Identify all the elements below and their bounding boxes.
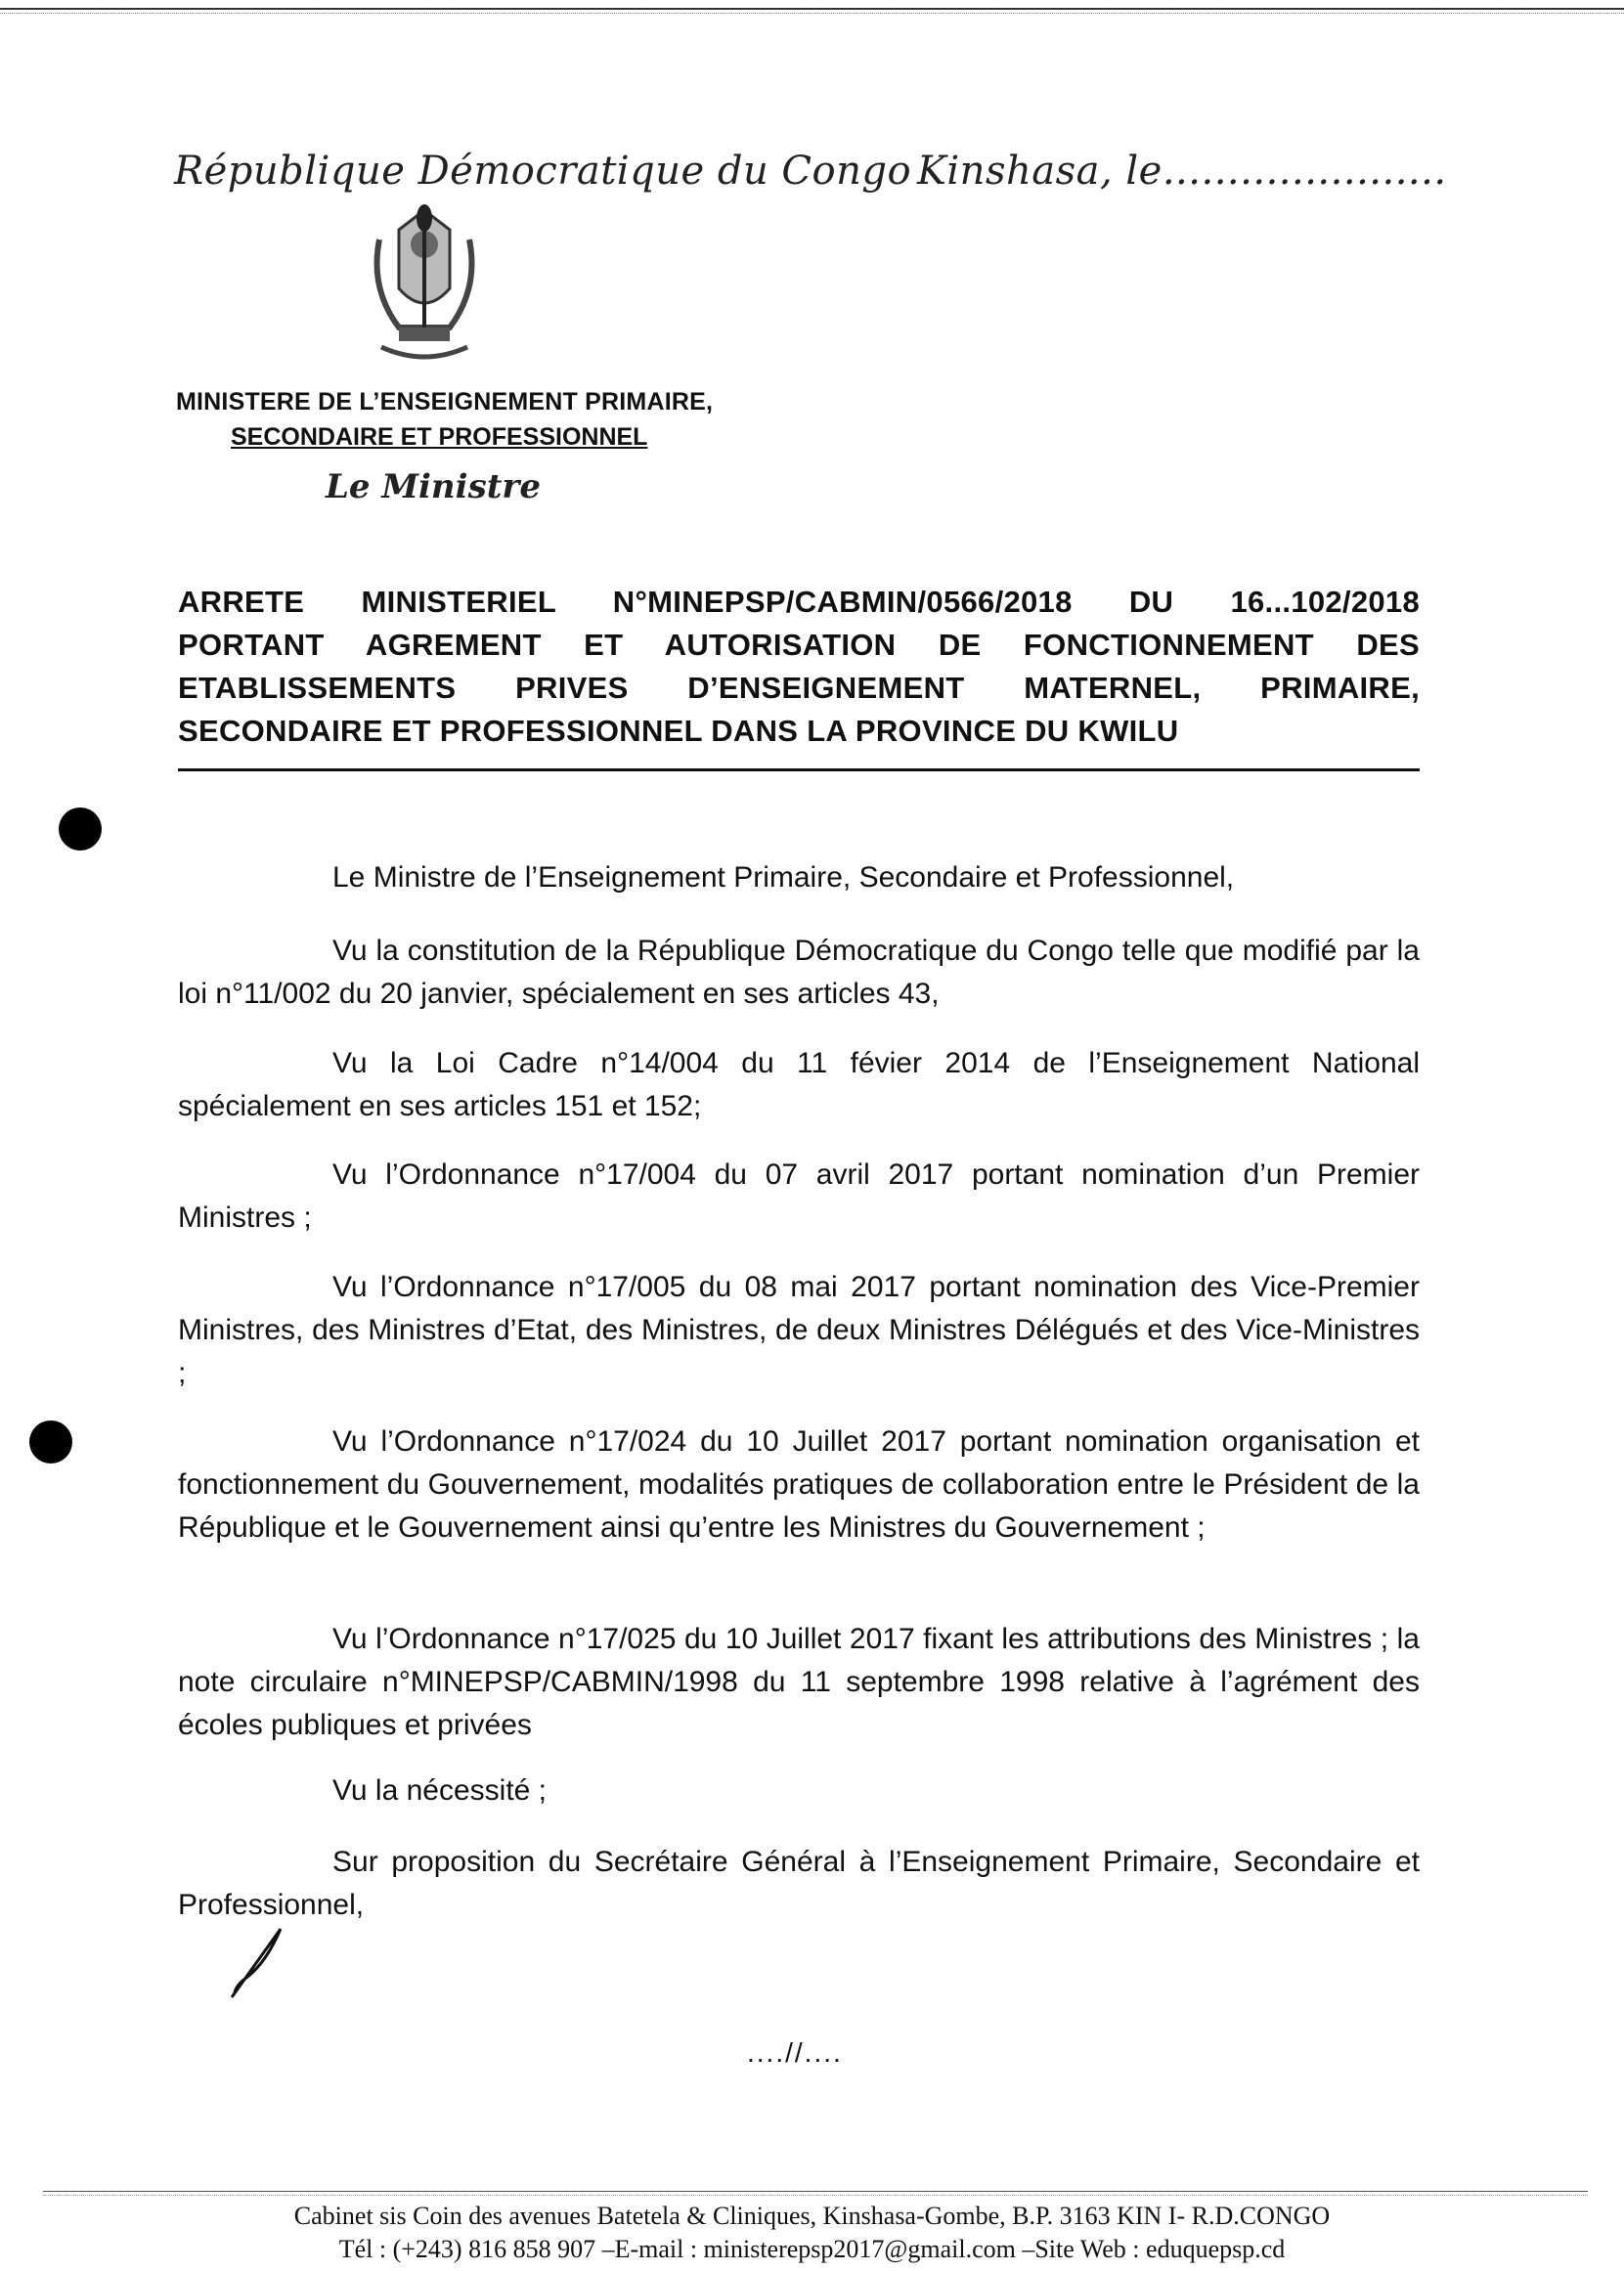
- decree-title-line4: SECONDAIRE ET PROFESSIONNEL DANS LA PROVINCE DU KWILU: [178, 714, 1179, 748]
- top-border-dotted: [0, 13, 1624, 14]
- title-underline: [178, 768, 1420, 771]
- top-border-line: [0, 8, 1624, 10]
- decree-title-line1: ARRETE MINISTERIEL N°MINEPSP/CABMIN/0566/2018 DU 16...102/2018: [178, 585, 1420, 619]
- footer-contact: Tél : (+243) 816 858 907 –E-mail : ministerepsp2017@gmail.com –Site Web : eduquepsp.cd: [338, 2235, 1286, 2263]
- consideration-paragraph-ordonnance-024: Vu l’Ordonnance n°17/024 du 10 Juillet 2017 portant nomination organisation et fonctionnement du Gouvernement, modalités pratiques de collaboration entre le Président de la République et le Gouvernement ainsi qu’entre les Ministres du Gouvernement ;: [178, 1425, 1420, 1544]
- proposal-paragraph: Sur proposition du Secrétaire Général à l’Enseignement Primaire, Secondaire et Professionnel,: [178, 1846, 1420, 1921]
- coat-of-arms-emblem: [360, 200, 489, 367]
- punch-hole-bottom: [29, 1420, 72, 1463]
- consideration-paragraph-constitution: Vu la constitution de la République Démocratique du Congo telle que modifié par la loi n°11/002 du 20 janvier, spécialement en ses articles 43,: [178, 935, 1420, 1010]
- page-continuation-mark: ....//....: [747, 2037, 843, 2068]
- consideration-paragraph-ordonnance-004: Vu l’Ordonnance n°17/004 du 07 avril 2017 portant nomination d’un Premier Ministres ;: [178, 1158, 1420, 1234]
- punch-hole-top: [59, 808, 102, 851]
- decree-title-line2: PORTANT AGREMENT ET AUTORISATION DE FONCTIONNEMENT DES: [178, 628, 1420, 662]
- initial-signature-mark: [227, 1924, 295, 2002]
- place-date: Kinshasa, le......................: [917, 149, 1447, 194]
- ministry-name-line2: SECONDAIRE ET PROFESSIONNEL: [231, 423, 648, 451]
- decree-title-line3: ETABLISSEMENTS PRIVES D’ENSEIGNEMENT MATERNEL, PRIMAIRE,: [178, 671, 1420, 705]
- footer-address: Cabinet sis Coin des avenues Batetela & Cliniques, Kinshasa-Gombe, B.P. 3163 KIN I- R.D.CONGO: [293, 2202, 1331, 2230]
- footer-rule-dotted: [43, 2195, 1588, 2196]
- consideration-paragraph-loi-cadre: Vu la Loi Cadre n°14/004 du 11 févier 2014 de l’Enseignement National spécialement en ses articles 151 et 152;: [178, 1047, 1420, 1122]
- le-ministre-label: Le Ministre: [326, 467, 541, 506]
- footer-rule: [43, 2191, 1588, 2192]
- consideration-paragraph-necessite: Vu la nécessité ;: [332, 1774, 548, 1807]
- country-heading: République Démocratique du Congo: [174, 149, 912, 194]
- ministry-name-line1: MINISTERE DE L’ENSEIGNEMENT PRIMAIRE,: [176, 388, 714, 415]
- consideration-paragraph-ordonnance-005: Vu l’Ordonnance n°17/005 du 08 mai 2017 portant nomination des Vice-Premier Ministres, des Ministres d’Etat, des Ministres, de deux Ministres Délégués et des Vice-Ministres ;: [178, 1271, 1420, 1389]
- preamble-paragraph: Le Ministre de l’Enseignement Primaire, Secondaire et Professionnel,: [332, 861, 1235, 894]
- consideration-paragraph-ordonnance-025: Vu l’Ordonnance n°17/025 du 10 Juillet 2017 fixant les attributions des Ministres ; la note circulaire n°MINEPSP/CABMIN/1998 du 11 septembre 1998 relative à l’agrément des écoles publiques et privées: [178, 1623, 1420, 1741]
